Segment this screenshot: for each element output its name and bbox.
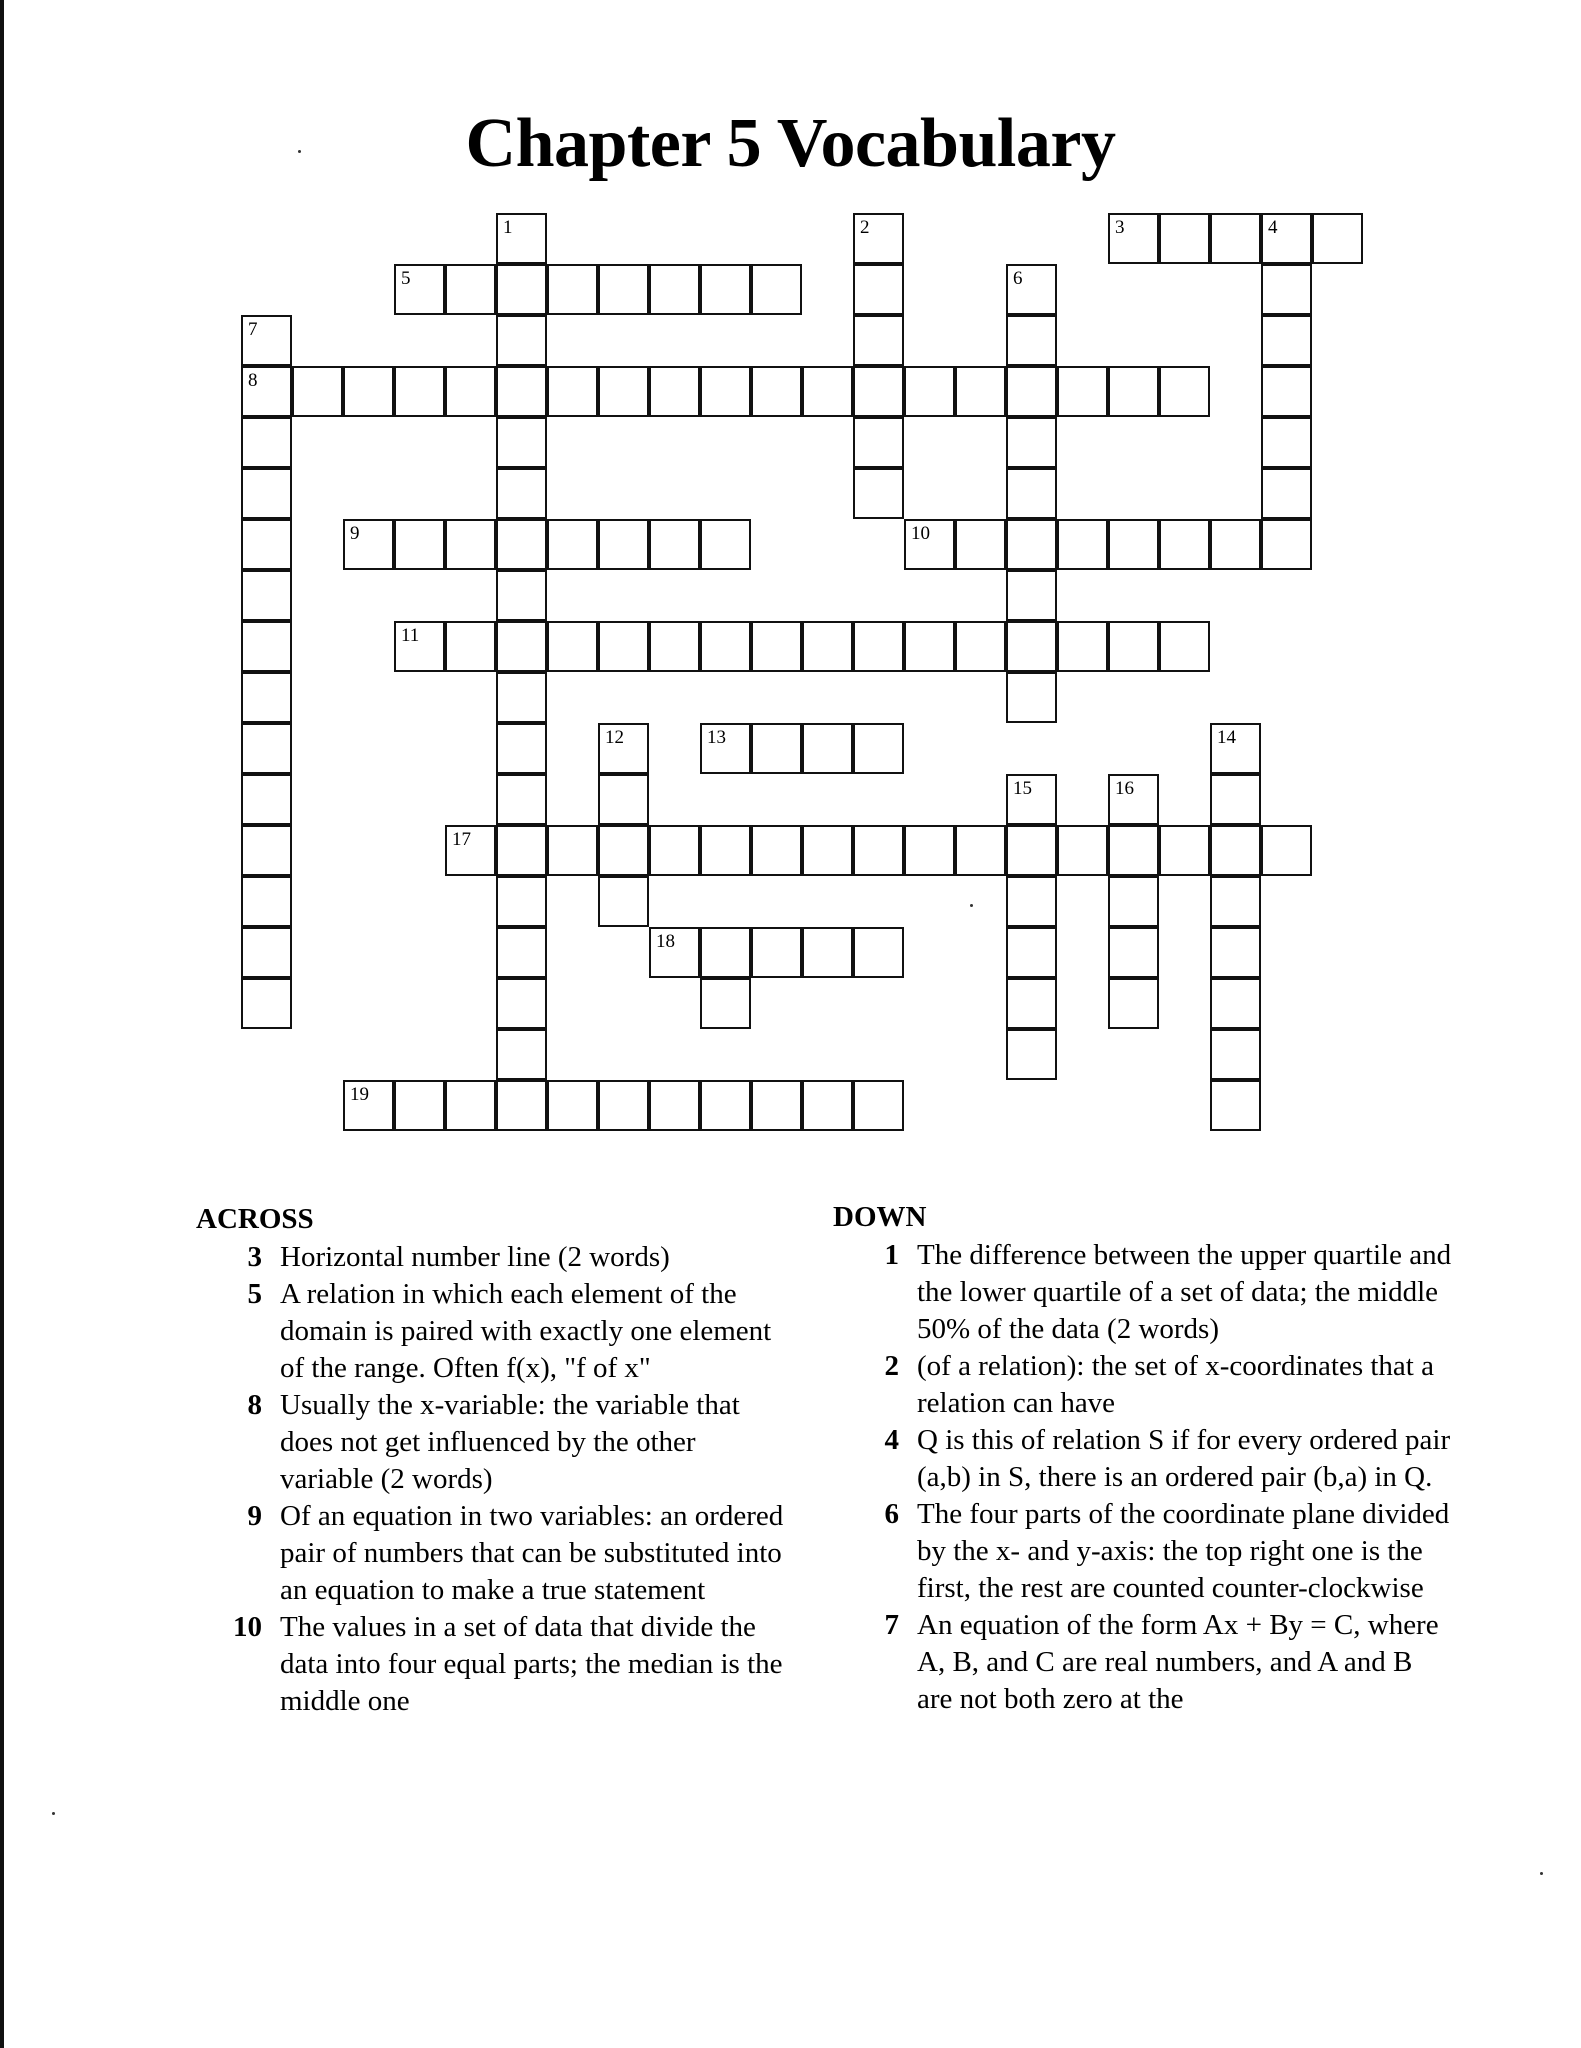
crossword-cell[interactable] <box>1261 213 1312 264</box>
crossword-cell[interactable] <box>1006 570 1057 621</box>
crossword-cell[interactable] <box>751 723 802 774</box>
across-clue <box>196 1276 796 1387</box>
crossword-cell[interactable] <box>496 672 547 723</box>
crossword-cell[interactable] <box>1159 621 1210 672</box>
crossword-cell[interactable] <box>1261 825 1312 876</box>
crossword-cell[interactable] <box>598 264 649 315</box>
crossword-cell[interactable] <box>853 1080 904 1131</box>
down-clue <box>833 1422 1453 1496</box>
crossword-cell[interactable] <box>700 825 751 876</box>
crossword-cell[interactable] <box>955 621 1006 672</box>
crossword-cell[interactable] <box>853 264 904 315</box>
crossword-cell[interactable] <box>904 366 955 417</box>
crossword-cell[interactable] <box>496 315 547 366</box>
crossword-cell[interactable] <box>1006 876 1057 927</box>
crossword-cell[interactable] <box>1210 1080 1261 1131</box>
crossword-cell[interactable] <box>1006 621 1057 672</box>
crossword-cell[interactable] <box>700 621 751 672</box>
clue-number-label: 7 <box>248 319 258 340</box>
crossword-cell[interactable] <box>853 825 904 876</box>
scan-speck <box>970 904 973 907</box>
down-clue <box>833 1348 1453 1422</box>
crossword-cell[interactable] <box>751 366 802 417</box>
crossword-cell[interactable] <box>751 927 802 978</box>
crossword-cell[interactable] <box>1108 774 1159 825</box>
crossword-cell[interactable] <box>598 876 649 927</box>
crossword-cell[interactable] <box>700 1080 751 1131</box>
crossword-cell[interactable] <box>241 570 292 621</box>
crossword-cell[interactable] <box>1006 417 1057 468</box>
crossword-cell[interactable] <box>802 366 853 417</box>
crossword-cell[interactable] <box>1006 927 1057 978</box>
crossword-cell[interactable] <box>853 927 904 978</box>
crossword-cell[interactable] <box>700 519 751 570</box>
crossword-cell[interactable] <box>241 366 292 417</box>
crossword-cell[interactable] <box>649 264 700 315</box>
crossword-cell[interactable] <box>1261 519 1312 570</box>
across-heading: ACROSS <box>196 1203 314 1235</box>
crossword-cell[interactable] <box>445 264 496 315</box>
crossword-cell[interactable] <box>343 519 394 570</box>
crossword-cell[interactable] <box>700 978 751 1029</box>
crossword-cell[interactable] <box>1159 213 1210 264</box>
crossword-cell[interactable] <box>241 927 292 978</box>
crossword-cell[interactable] <box>649 1080 700 1131</box>
crossword-cell[interactable] <box>598 621 649 672</box>
crossword-cell[interactable] <box>1108 927 1159 978</box>
crossword-cell[interactable] <box>598 366 649 417</box>
crossword-cell[interactable] <box>598 774 649 825</box>
crossword-cell[interactable] <box>241 876 292 927</box>
clue-number-label: 14 <box>1217 727 1236 748</box>
crossword-cell[interactable] <box>1261 417 1312 468</box>
crossword-cell[interactable] <box>598 519 649 570</box>
clue-number-label: 8 <box>248 370 258 391</box>
crossword-cell[interactable] <box>496 468 547 519</box>
clue-number: 10 <box>233 1611 262 1643</box>
clue-number: 9 <box>247 1500 262 1532</box>
clue-text: Of an equation in two variables: an ordered pair of numbers that can be substituted into an equation to make a true statement <box>280 1500 784 1606</box>
crossword-cell[interactable] <box>1057 825 1108 876</box>
page-title: Chapter 5 Vocabulary <box>465 105 1116 182</box>
crossword-cell[interactable] <box>496 417 547 468</box>
down-clue <box>833 1607 1453 1718</box>
crossword-cell[interactable] <box>904 519 955 570</box>
scan-speck <box>1540 1872 1543 1875</box>
clue-text: The four parts of the coordinate plane divided by the x- and y-axis: the top right one is the first, the rest are counted counter-clockwise <box>917 1498 1450 1604</box>
crossword-cell[interactable] <box>496 927 547 978</box>
clue-number: 2 <box>884 1350 899 1382</box>
crossword-cell[interactable] <box>1057 366 1108 417</box>
crossword-cell[interactable] <box>853 417 904 468</box>
crossword-cell[interactable] <box>241 672 292 723</box>
clue-text: The difference between the upper quartile and the lower quartile of a set of data; the middle 50% of the data (2 words) <box>917 1239 1452 1345</box>
clue-number: 6 <box>884 1498 899 1530</box>
crossword-cell[interactable] <box>853 213 904 264</box>
crossword-cell[interactable] <box>1210 213 1261 264</box>
clue-number: 8 <box>247 1389 262 1421</box>
crossword-cell[interactable] <box>1108 825 1159 876</box>
crossword-cell[interactable] <box>751 621 802 672</box>
crossword-cell[interactable] <box>1108 519 1159 570</box>
crossword-cell[interactable] <box>445 621 496 672</box>
clue-number-label: 6 <box>1013 268 1023 289</box>
crossword-cell[interactable] <box>802 1080 853 1131</box>
crossword-cell[interactable] <box>853 315 904 366</box>
crossword-cell[interactable] <box>1261 366 1312 417</box>
crossword-cell[interactable] <box>853 621 904 672</box>
crossword-cell[interactable] <box>1108 978 1159 1029</box>
crossword-cell[interactable] <box>598 1080 649 1131</box>
clue-number-label: 10 <box>911 523 930 544</box>
clue-number: 7 <box>884 1609 899 1641</box>
crossword-cell[interactable] <box>1006 315 1057 366</box>
crossword-cell[interactable] <box>445 825 496 876</box>
crossword-cell[interactable] <box>547 621 598 672</box>
across-clue <box>196 1609 796 1720</box>
clue-number-label: 15 <box>1013 778 1032 799</box>
crossword-cell[interactable] <box>1006 825 1057 876</box>
crossword-cell[interactable] <box>547 1080 598 1131</box>
crossword-cell[interactable] <box>496 366 547 417</box>
crossword-cell[interactable] <box>1108 213 1159 264</box>
crossword-cell[interactable] <box>853 723 904 774</box>
clue-number: 3 <box>247 1241 262 1273</box>
clue-number: 1 <box>884 1239 899 1271</box>
clue-number-label: 3 <box>1115 217 1125 238</box>
crossword-cell[interactable] <box>394 366 445 417</box>
crossword-cell[interactable] <box>1057 621 1108 672</box>
crossword-cell[interactable] <box>1210 927 1261 978</box>
crossword-cell[interactable] <box>1159 825 1210 876</box>
clue-number-label: 4 <box>1268 217 1278 238</box>
crossword-cell[interactable] <box>1006 519 1057 570</box>
crossword-cell[interactable] <box>1210 876 1261 927</box>
crossword-cell[interactable] <box>1261 468 1312 519</box>
crossword-cell[interactable] <box>241 417 292 468</box>
crossword-cell[interactable] <box>496 213 547 264</box>
clue-number-label: 11 <box>401 625 420 646</box>
crossword-cell[interactable] <box>496 570 547 621</box>
clue-number-label: 5 <box>401 268 411 289</box>
crossword-cell[interactable] <box>292 366 343 417</box>
crossword-cell[interactable] <box>802 927 853 978</box>
clue-number: 5 <box>247 1278 262 1310</box>
crossword-cell[interactable] <box>802 621 853 672</box>
crossword-cell[interactable] <box>1159 519 1210 570</box>
clue-text: Horizontal number line (2 words) <box>280 1241 670 1273</box>
crossword-cell[interactable] <box>445 366 496 417</box>
crossword-cell[interactable] <box>1210 519 1261 570</box>
crossword-cell[interactable] <box>649 366 700 417</box>
crossword-cell[interactable] <box>445 1080 496 1131</box>
crossword-cell[interactable] <box>1261 264 1312 315</box>
clue-number-label: 17 <box>452 829 471 850</box>
down-clues <box>833 1199 1453 1718</box>
clue-number-label: 16 <box>1115 778 1134 799</box>
crossword-cell[interactable] <box>649 519 700 570</box>
crossword-cell[interactable] <box>1006 774 1057 825</box>
clue-text: An equation of the form Ax + By = C, where A, B, and C are real numbers, and A and B are not both zero at the <box>917 1609 1439 1715</box>
crossword-cell[interactable] <box>955 825 1006 876</box>
crossword-cell[interactable] <box>955 366 1006 417</box>
across-clues <box>196 1201 796 1720</box>
crossword-cell[interactable] <box>241 621 292 672</box>
crossword-cell[interactable] <box>445 519 496 570</box>
crossword-cell[interactable] <box>394 1080 445 1131</box>
clue-number-label: 12 <box>605 727 624 748</box>
crossword-cell[interactable] <box>496 723 547 774</box>
crossword-cell[interactable] <box>496 876 547 927</box>
crossword-cell[interactable] <box>1006 264 1057 315</box>
crossword-cell[interactable] <box>241 315 292 366</box>
crossword-cell[interactable] <box>496 774 547 825</box>
crossword-cell[interactable] <box>547 264 598 315</box>
crossword-cell[interactable] <box>496 1029 547 1080</box>
crossword-cell[interactable] <box>1006 366 1057 417</box>
clue-text: Usually the x-variable: the variable that does not get influenced by the other variable (2 words) <box>280 1389 740 1495</box>
crossword-cell[interactable] <box>751 825 802 876</box>
crossword-cell[interactable] <box>1057 519 1108 570</box>
crossword-cell[interactable] <box>955 519 1006 570</box>
crossword-cell[interactable] <box>496 264 547 315</box>
crossword-cell[interactable] <box>700 264 751 315</box>
clue-text: (of a relation): the set of x-coordinates that a relation can have <box>917 1350 1434 1419</box>
crossword-cell[interactable] <box>547 366 598 417</box>
crossword-cell[interactable] <box>1210 825 1261 876</box>
crossword-cell[interactable] <box>241 774 292 825</box>
clue-text: The values in a set of data that divide the data into four equal parts; the median is the middle one <box>280 1611 783 1717</box>
crossword-cell[interactable] <box>343 1080 394 1131</box>
crossword-cell[interactable] <box>496 519 547 570</box>
crossword-cell[interactable] <box>241 978 292 1029</box>
clue-number-label: 9 <box>350 523 360 544</box>
scan-speck <box>52 1812 55 1815</box>
crossword-cell[interactable] <box>394 264 445 315</box>
crossword-cell[interactable] <box>1006 1029 1057 1080</box>
crossword-cell[interactable] <box>598 825 649 876</box>
down-heading: DOWN <box>833 1201 927 1233</box>
clue-number: 4 <box>884 1424 899 1456</box>
crossword-cell[interactable] <box>700 366 751 417</box>
crossword-cell[interactable] <box>343 366 394 417</box>
crossword-cell[interactable] <box>598 723 649 774</box>
clue-text: Q is this of relation S if for every ordered pair (a,b) in S, there is an ordered pair (b,a) in Q. <box>917 1424 1451 1493</box>
crossword-cell[interactable] <box>241 468 292 519</box>
crossword-cell[interactable] <box>496 1080 547 1131</box>
crossword-cell[interactable] <box>1108 366 1159 417</box>
crossword-cell[interactable] <box>1108 876 1159 927</box>
crossword-cell[interactable] <box>700 723 751 774</box>
crossword-cell[interactable] <box>394 519 445 570</box>
crossword-cell[interactable] <box>241 519 292 570</box>
crossword-cell[interactable] <box>547 519 598 570</box>
crossword-cell[interactable] <box>1108 621 1159 672</box>
crossword-cell[interactable] <box>904 825 955 876</box>
crossword-cell[interactable] <box>1210 1029 1261 1080</box>
clue-number-label: 18 <box>656 931 675 952</box>
scan-speck <box>298 150 301 153</box>
crossword-cell[interactable] <box>1210 774 1261 825</box>
across-clue <box>196 1387 796 1498</box>
crossword-cell[interactable] <box>1210 723 1261 774</box>
crossword-cell[interactable] <box>700 927 751 978</box>
crossword-cell[interactable] <box>241 723 292 774</box>
crossword-cell[interactable] <box>649 927 700 978</box>
crossword-cell[interactable] <box>853 366 904 417</box>
crossword-cell[interactable] <box>649 621 700 672</box>
crossword-cell[interactable] <box>496 825 547 876</box>
crossword-cell[interactable] <box>649 825 700 876</box>
crossword-cell[interactable] <box>802 723 853 774</box>
crossword-cell[interactable] <box>1261 315 1312 366</box>
crossword-cell[interactable] <box>802 825 853 876</box>
crossword-cell[interactable] <box>1006 978 1057 1029</box>
clue-text: A relation in which each element of the domain is paired with exactly one element of the range. Often f(x), "f of x" <box>280 1278 772 1384</box>
crossword-cell[interactable] <box>547 825 598 876</box>
crossword-cell[interactable] <box>394 621 445 672</box>
across-clue <box>196 1498 796 1609</box>
crossword-cell[interactable] <box>1159 366 1210 417</box>
crossword-cell[interactable] <box>904 621 955 672</box>
clue-number-label: 13 <box>707 727 726 748</box>
clue-number-label: 1 <box>503 217 513 238</box>
crossword-cell[interactable] <box>496 621 547 672</box>
down-clue <box>833 1496 1453 1607</box>
crossword-cell[interactable] <box>751 264 802 315</box>
down-clue <box>833 1237 1453 1348</box>
crossword-cell[interactable] <box>1312 213 1363 264</box>
across-clue <box>196 1239 796 1276</box>
crossword-cell[interactable] <box>853 468 904 519</box>
clue-number-label: 2 <box>860 217 870 238</box>
crossword-cell[interactable] <box>1006 468 1057 519</box>
crossword-cell[interactable] <box>496 978 547 1029</box>
crossword-cell[interactable] <box>1006 672 1057 723</box>
crossword-cell[interactable] <box>751 1080 802 1131</box>
crossword-cell[interactable] <box>241 825 292 876</box>
crossword-cell[interactable] <box>1210 978 1261 1029</box>
clue-number-label: 19 <box>350 1084 369 1105</box>
